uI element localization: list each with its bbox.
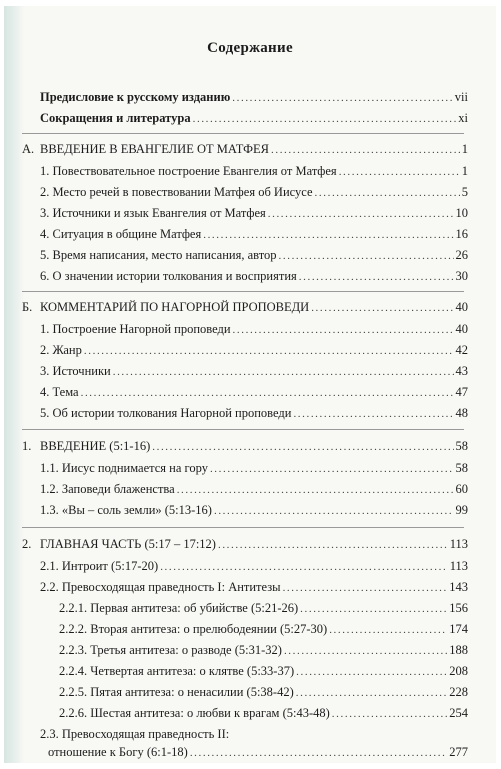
dot-leader — [339, 164, 460, 180]
toc-entry-label: 1.3. «Вы – соль земли» (5:13-16) — [40, 503, 212, 517]
dot-leader — [268, 206, 454, 222]
section-heading: ВВЕДЕНИЕ В ЕВАНГЕЛИЕ ОТ МАТФЕЯ — [40, 142, 269, 156]
toc-entry-label: 2.2.3. Третья антитеза: о разводе (5:31-32) — [59, 643, 282, 657]
section-number: А. — [22, 142, 35, 156]
toc-page-number: 277 — [449, 745, 468, 759]
toc-entry-label: 2.2.4. Четвертая антитеза: о клятве (5:33-37) — [59, 664, 295, 678]
toc-entry-label: 5. Об истории толкования Нагорной проповеди — [40, 406, 292, 420]
dot-leader — [218, 537, 448, 553]
toc-entry[interactable] — [59, 642, 468, 659]
dot-leader — [271, 142, 460, 158]
toc-entry[interactable] — [40, 226, 468, 243]
toc-entry-label: 3. Источники — [40, 364, 111, 378]
toc-entry-label: 5. Время написания, место написания, автор — [40, 248, 277, 262]
toc-entry-label: 4. Тема — [40, 385, 79, 399]
toc-entry[interactable] — [40, 268, 468, 285]
dot-leader — [177, 482, 454, 498]
dot-leader — [203, 227, 453, 243]
section-divider — [22, 527, 464, 528]
toc-entry-label: 1.1. Иисус поднимается на гору — [40, 461, 208, 475]
toc-entry-label: 3. Источники и язык Евангелия от Матфея — [40, 206, 266, 220]
toc-entry[interactable] — [40, 579, 468, 596]
toc-entry[interactable] — [40, 321, 468, 338]
toc-page-number: 47 — [455, 385, 468, 399]
toc-entry[interactable] — [40, 205, 468, 222]
toc-entry-label: 2.2.6. Шестая антитеза: о любви к врагам (5:43-48) — [59, 706, 330, 720]
toc-entry[interactable] — [40, 384, 468, 401]
toc-entry-label: Предисловие к русскому изданию — [40, 90, 231, 104]
toc-page-number: 156 — [449, 601, 468, 615]
section-heading: ГЛАВНАЯ ЧАСТЬ (5:17 – 17:12) — [40, 537, 216, 551]
toc-entry-label: Сокращения и литература — [40, 111, 191, 125]
toc-entry[interactable] — [40, 558, 468, 575]
toc-entry[interactable] — [59, 663, 468, 680]
toc-page-number: 188 — [449, 643, 468, 657]
section-heading: ВВЕДЕНИЕ (5:1-16) — [40, 439, 151, 453]
toc-section-b[interactable] — [22, 299, 468, 316]
toc-entry[interactable] — [59, 621, 468, 638]
toc-entry-label: 2.2.1. Первая антитеза: об убийстве (5:21-26) — [59, 601, 299, 615]
toc-entry[interactable] — [40, 502, 468, 519]
toc-page-number: vii — [454, 90, 468, 104]
toc-page-number: 5 — [461, 185, 468, 199]
toc-page-number: 254 — [449, 706, 468, 720]
dot-leader — [81, 385, 454, 401]
dot-leader — [315, 185, 460, 201]
toc-page-number: 16 — [455, 227, 468, 241]
toc-entry-label: 2. Жанр — [40, 343, 82, 357]
toc-page-number: 10 — [455, 206, 468, 220]
toc-entry-label: 1.2. Заповеди блаженства — [40, 482, 175, 496]
section-number: 2. — [22, 537, 32, 551]
toc-entry-label: 2.2.5. Пятая антитеза: о ненасилии (5:38-42) — [59, 685, 294, 699]
toc-entry-label: 1. Построение Нагорной проповеди — [40, 322, 231, 336]
toc-entry[interactable] — [40, 342, 468, 359]
toc-page-number: 30 — [455, 269, 468, 283]
toc-entry[interactable] — [59, 705, 468, 722]
section-divider — [22, 133, 464, 134]
toc-page-number: 42 — [455, 343, 468, 357]
dot-leader — [279, 248, 454, 264]
dot-leader — [233, 322, 454, 338]
section-divider — [22, 429, 464, 430]
page-title: Содержание — [207, 40, 293, 56]
dot-leader — [299, 269, 454, 285]
toc-page-number: 40 — [455, 300, 468, 314]
section-heading: КОММЕНТАРИЙ ПО НАГОРНОЙ ПРОПОВЕДИ — [40, 300, 310, 314]
dot-leader — [232, 90, 453, 106]
toc-section-2[interactable] — [22, 536, 468, 553]
toc-entry-label: 4. Ситуация в общине Матфея — [40, 227, 202, 241]
dot-leader — [332, 706, 447, 722]
table-of-contents — [4, 6, 496, 763]
dot-leader — [210, 461, 454, 477]
toc-entry-preface[interactable] — [40, 89, 468, 106]
toc-entry[interactable] — [40, 163, 468, 180]
toc-entry[interactable] — [59, 684, 468, 701]
dot-leader — [296, 664, 447, 680]
dot-leader — [193, 111, 457, 127]
toc-page-number: 174 — [449, 622, 468, 636]
toc-page-number: 40 — [455, 322, 468, 336]
toc-section-1[interactable] — [22, 438, 468, 455]
toc-page-number: 43 — [455, 364, 468, 378]
toc-page-number: 58 — [455, 461, 468, 475]
section-number: 1. — [22, 439, 32, 453]
toc-page-number: 60 — [455, 482, 468, 496]
dot-leader — [284, 643, 447, 659]
toc-entry-label: 2.2.2. Вторая антитеза: о прелюбодеянии (5:27-30) — [59, 622, 328, 636]
toc-entry-label: отношение к Богу (6:1-18) — [48, 745, 188, 759]
toc-entry[interactable] — [40, 405, 468, 422]
dot-leader — [160, 559, 448, 575]
toc-entry-line1[interactable]: 2.3. Превосходящая праведность II: — [40, 727, 230, 741]
toc-page-number: 143 — [449, 580, 468, 594]
dot-leader — [296, 685, 448, 701]
toc-page-number: 1 — [461, 164, 468, 178]
dot-leader — [190, 745, 447, 761]
dot-leader — [152, 439, 453, 455]
toc-page-number: 228 — [449, 685, 468, 699]
dot-leader — [84, 343, 454, 359]
toc-page-number: 113 — [449, 559, 468, 573]
toc-entry[interactable] — [59, 600, 468, 617]
dot-leader — [293, 406, 453, 422]
section-divider — [22, 291, 464, 292]
toc-entry[interactable] — [40, 363, 468, 380]
toc-entry-label: 1. Повествовательное построение Евангелия от Матфея — [40, 164, 337, 178]
toc-section-a[interactable] — [22, 141, 468, 158]
toc-page-number: 26 — [455, 248, 468, 262]
toc-page-number: 113 — [449, 537, 468, 551]
toc-page-number: 48 — [455, 406, 468, 420]
toc-entry[interactable] — [40, 247, 468, 264]
section-number: Б. — [22, 300, 33, 314]
book-page — [4, 6, 496, 763]
toc-page-number: xi — [458, 111, 468, 125]
toc-page-number: 99 — [455, 503, 468, 517]
toc-entry[interactable] — [40, 184, 468, 201]
toc-entry[interactable] — [48, 744, 468, 761]
toc-page-number: 1 — [461, 142, 468, 156]
toc-entry-label: 2.1. Интроит (5:17-20) — [40, 559, 159, 573]
toc-page-number: 208 — [449, 664, 468, 678]
toc-entry-label: 6. О значении истории толкования и восприятия — [40, 269, 297, 283]
dot-leader — [311, 300, 453, 316]
dot-leader — [283, 580, 448, 596]
dot-leader — [300, 601, 447, 617]
toc-page-number: 58 — [455, 439, 468, 453]
toc-entry-abbreviations[interactable] — [40, 110, 468, 127]
dot-leader — [214, 503, 454, 519]
dot-leader — [329, 622, 447, 638]
toc-entry-label: 2. Место речей в повествовании Матфея об Иисусе — [40, 185, 313, 199]
dot-leader — [113, 364, 454, 380]
toc-entry-label: 2.2. Превосходящая праведность I: Антитезы — [40, 580, 281, 594]
toc-entry[interactable] — [40, 460, 468, 477]
toc-entry[interactable] — [40, 481, 468, 498]
